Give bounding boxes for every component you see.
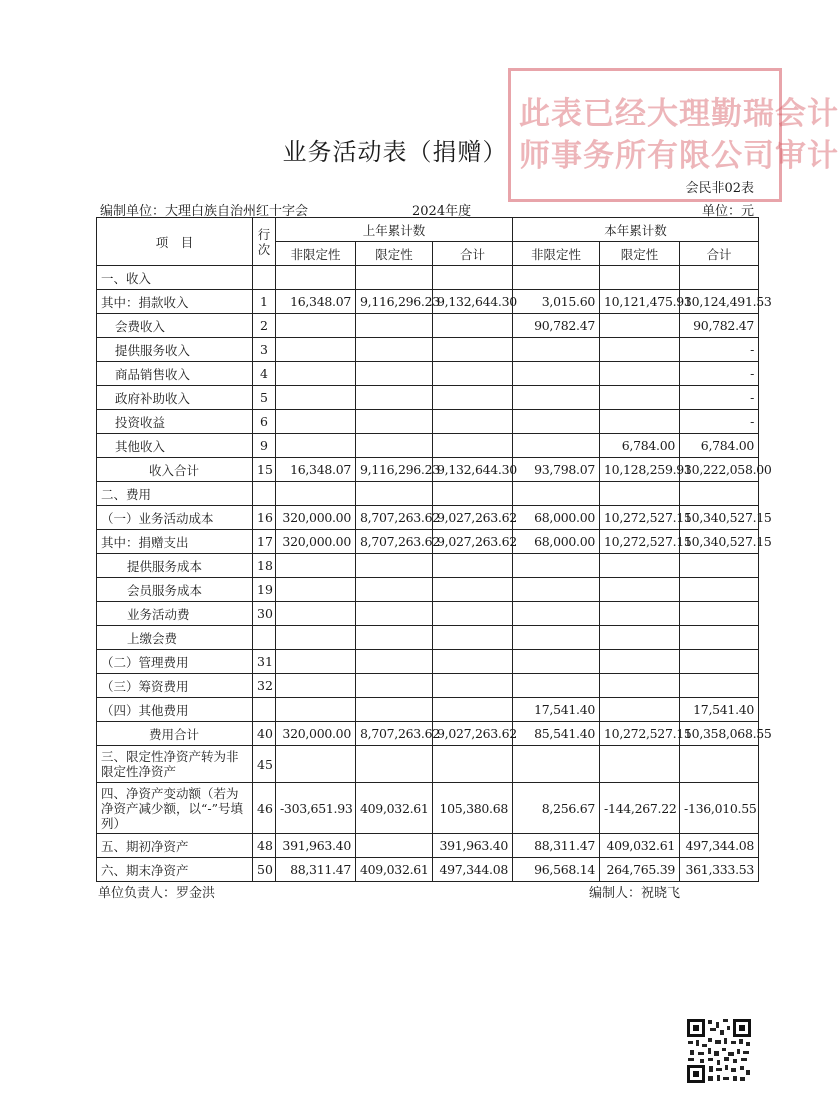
cell-prev-restricted: 9,116,296.23 [356,458,433,482]
cell-prev-total: 9,027,263.62 [433,506,513,530]
row-item-label: （四）其他费用 [97,698,253,722]
header-curr-year: 本年累计数 [513,218,759,242]
cell-prev-unrestricted [276,338,356,362]
table-row [97,746,759,783]
cell-prev-unrestricted [276,578,356,602]
cell-prev-restricted [356,362,433,386]
cell-prev-total [433,626,513,650]
table-row [97,458,759,482]
row-item-label: 五、期初净资产 [97,834,253,858]
cell-curr-unrestricted [513,626,600,650]
table-row [97,338,759,362]
cell-curr-unrestricted [513,746,600,783]
row-line-number: 16 [253,506,276,530]
cell-prev-restricted [356,410,433,434]
cell-prev-restricted [356,626,433,650]
cell-prev-unrestricted [276,434,356,458]
header-prev-restricted: 限定性 [356,242,433,266]
cell-curr-unrestricted [513,362,600,386]
form-number: 会民非02表 [685,181,754,196]
table-row [97,290,759,314]
cell-prev-unrestricted: -303,651.93 [276,783,356,834]
cell-curr-restricted: 10,272,527.15 [600,530,680,554]
row-line-number: 4 [253,362,276,386]
cell-prev-unrestricted [276,482,356,506]
cell-prev-unrestricted: 320,000.00 [276,530,356,554]
table-row [97,722,759,746]
table-row [97,650,759,674]
header-curr-restricted: 限定性 [600,242,680,266]
table-row [97,674,759,698]
row-item-label: （三）筹资费用 [97,674,253,698]
table-row [97,834,759,858]
cell-curr-restricted [600,314,680,338]
header-prev-total: 合计 [433,242,513,266]
cell-curr-restricted: -144,267.22 [600,783,680,834]
cell-curr-unrestricted: 8,256.67 [513,783,600,834]
row-line-number: 1 [253,290,276,314]
cell-curr-unrestricted [513,410,600,434]
row-line-number: 18 [253,554,276,578]
cell-prev-total [433,266,513,290]
cell-curr-total: 10,124,491.53 [680,290,759,314]
row-line-number: 5 [253,386,276,410]
row-line-number: 46 [253,783,276,834]
row-item-label: （一）业务活动成本 [97,506,253,530]
row-line-number [253,626,276,650]
row-item-label: 其中：捐赠支出 [97,530,253,554]
table-row [97,386,759,410]
cell-prev-restricted [356,338,433,362]
row-item-label: 费用合计 [97,722,253,746]
table-row [97,506,759,530]
cell-prev-unrestricted: 391,963.40 [276,834,356,858]
cell-prev-unrestricted [276,698,356,722]
header-curr-total: 合计 [680,242,759,266]
cell-curr-unrestricted [513,650,600,674]
cell-prev-restricted [356,314,433,338]
row-line-number: 32 [253,674,276,698]
cell-prev-restricted [356,674,433,698]
cell-curr-restricted: 409,032.61 [600,834,680,858]
cell-prev-restricted: 409,032.61 [356,783,433,834]
row-item-label: 会员服务成本 [97,578,253,602]
table-row [97,578,759,602]
cell-prev-total [433,482,513,506]
row-line-number: 6 [253,410,276,434]
cell-prev-unrestricted [276,266,356,290]
cell-curr-restricted [600,266,680,290]
cell-prev-unrestricted [276,650,356,674]
cell-curr-total: - [680,410,759,434]
cell-curr-restricted [600,626,680,650]
cell-prev-restricted [356,602,433,626]
cell-prev-unrestricted [276,554,356,578]
cell-prev-total [433,314,513,338]
row-item-label: 六、期末净资产 [97,858,253,882]
row-line-number: 9 [253,434,276,458]
header-line-no [253,218,276,266]
cell-curr-restricted: 264,765.39 [600,858,680,882]
cell-curr-unrestricted [513,434,600,458]
cell-prev-total [433,578,513,602]
header-prev-unrestricted: 非限定性 [276,242,356,266]
cell-prev-restricted [356,434,433,458]
cell-curr-total: 10,340,527.15 [680,506,759,530]
currency-unit: 单位：元 [701,204,754,219]
cell-prev-restricted [356,746,433,783]
table-row [97,626,759,650]
cell-prev-total [433,338,513,362]
cell-curr-total [680,482,759,506]
row-line-number: 45 [253,746,276,783]
cell-curr-total: 90,782.47 [680,314,759,338]
activity-statement-table [96,217,772,882]
row-item-label: 二、费用 [97,482,253,506]
cell-curr-unrestricted [513,578,600,602]
cell-prev-restricted [356,386,433,410]
cell-curr-restricted [600,674,680,698]
row-line-number [253,698,276,722]
cell-curr-restricted [600,386,680,410]
cell-prev-total [433,602,513,626]
cell-prev-restricted: 8,707,263.62 [356,506,433,530]
row-item-label: 提供服务成本 [97,554,253,578]
cell-curr-total: 497,344.08 [680,834,759,858]
cell-prev-total: 9,027,263.62 [433,722,513,746]
row-line-number: 30 [253,602,276,626]
table-row [97,482,759,506]
cell-prev-restricted: 8,707,263.62 [356,530,433,554]
cell-prev-restricted [356,834,433,858]
cell-prev-restricted [356,266,433,290]
cell-curr-total [680,626,759,650]
row-item-label: （二）管理费用 [97,650,253,674]
preparer: 编制人：祝晓飞 [588,886,680,901]
cell-curr-restricted: 10,128,259.93 [600,458,680,482]
row-item-label: 其他收入 [97,434,253,458]
cell-curr-total: - [680,386,759,410]
cell-curr-restricted [600,602,680,626]
row-line-number: 3 [253,338,276,362]
cell-prev-restricted: 9,116,296.23 [356,290,433,314]
table-row [97,266,759,290]
cell-prev-total [433,554,513,578]
cell-curr-unrestricted [513,338,600,362]
cell-prev-total: 9,132,644.30 [433,290,513,314]
qr-code-icon [686,1018,752,1084]
cell-curr-restricted [600,698,680,722]
cell-prev-total: 9,027,263.62 [433,530,513,554]
cell-prev-total: 105,380.68 [433,783,513,834]
cell-curr-total: -136,010.55 [680,783,759,834]
cell-curr-total: 17,541.40 [680,698,759,722]
cell-prev-unrestricted [276,386,356,410]
cell-prev-unrestricted [276,314,356,338]
cell-prev-total [433,434,513,458]
header-prev-year: 上年累计数 [276,218,513,242]
row-item-label: 提供服务收入 [97,338,253,362]
cell-curr-total: 6,784.00 [680,434,759,458]
cell-prev-total [433,362,513,386]
cell-curr-total: 10,340,527.15 [680,530,759,554]
cell-prev-unrestricted: 320,000.00 [276,506,356,530]
table-row [97,434,759,458]
cell-prev-total: 9,132,644.30 [433,458,513,482]
row-line-number: 31 [253,650,276,674]
cell-curr-unrestricted: 68,000.00 [513,530,600,554]
cell-curr-unrestricted [513,674,600,698]
cell-prev-unrestricted: 16,348.07 [276,290,356,314]
row-item-label: 政府补助收入 [97,386,253,410]
table-row [97,783,759,834]
header-item: 项 目 [97,218,253,266]
cell-curr-unrestricted: 90,782.47 [513,314,600,338]
cell-curr-restricted: 10,272,527.15 [600,722,680,746]
cell-curr-restricted: 10,272,527.15 [600,506,680,530]
cell-curr-restricted [600,338,680,362]
cell-curr-total [680,554,759,578]
cell-curr-total: - [680,338,759,362]
row-item-label: 业务活动费 [97,602,253,626]
cell-prev-total [433,746,513,783]
cell-prev-total [433,698,513,722]
header-curr-unrestricted: 非限定性 [513,242,600,266]
cell-curr-unrestricted [513,554,600,578]
table-body [97,266,772,882]
cell-curr-total [680,674,759,698]
table-row [97,362,759,386]
cell-curr-restricted [600,410,680,434]
row-line-number: 40 [253,722,276,746]
organization-label: 编制单位：大理白族自治州红十字会 [100,204,309,219]
cell-prev-unrestricted [276,602,356,626]
cell-prev-unrestricted [276,746,356,783]
table-row [97,698,759,722]
table-row [97,530,759,554]
row-line-number: 48 [253,834,276,858]
cell-curr-total: 361,333.53 [680,858,759,882]
cell-curr-restricted [600,650,680,674]
row-item-label: 投资收益 [97,410,253,434]
cell-curr-unrestricted: 96,568.14 [513,858,600,882]
table-row [97,410,759,434]
row-item-label: 上缴会费 [97,626,253,650]
cell-prev-unrestricted [276,362,356,386]
cell-curr-unrestricted: 93,798.07 [513,458,600,482]
cell-curr-unrestricted [513,386,600,410]
row-line-number [253,266,276,290]
cell-prev-restricted [356,698,433,722]
cell-curr-restricted [600,362,680,386]
cell-prev-total [433,650,513,674]
row-line-number: 19 [253,578,276,602]
cell-curr-total: 10,358,068.55 [680,722,759,746]
row-line-number: 2 [253,314,276,338]
stamp-line-1: 此表已经大理勤瑞会计 [519,96,839,132]
row-item-label: 三、限定性净资产转为非限定性净资产 [97,746,253,783]
cell-prev-unrestricted: 88,311.47 [276,858,356,882]
cell-curr-unrestricted: 85,541.40 [513,722,600,746]
cell-curr-restricted: 10,121,475.93 [600,290,680,314]
cell-prev-unrestricted [276,626,356,650]
cell-curr-total [680,746,759,783]
table-row [97,602,759,626]
stamp-line-2: 师事务所有限公司审计 [519,138,839,174]
table-row [97,314,759,338]
row-item-label: 收入合计 [97,458,253,482]
cell-curr-unrestricted: 88,311.47 [513,834,600,858]
cell-curr-unrestricted: 3,015.60 [513,290,600,314]
cell-curr-total [680,578,759,602]
cell-prev-restricted [356,482,433,506]
cell-curr-unrestricted [513,602,600,626]
cell-curr-total: 10,222,058.00 [680,458,759,482]
cell-prev-total [433,386,513,410]
row-line-number: 50 [253,858,276,882]
cell-prev-total [433,674,513,698]
cell-prev-unrestricted: 320,000.00 [276,722,356,746]
cell-curr-total [680,650,759,674]
cell-curr-total [680,602,759,626]
cell-prev-restricted [356,650,433,674]
cell-prev-restricted: 8,707,263.62 [356,722,433,746]
row-line-number [253,482,276,506]
page-title: 业务活动表（捐赠） [282,138,508,166]
cell-curr-unrestricted: 17,541.40 [513,698,600,722]
cell-prev-restricted [356,578,433,602]
cell-prev-total: 497,344.08 [433,858,513,882]
cell-prev-total [433,410,513,434]
cell-curr-restricted [600,482,680,506]
row-item-label: 会费收入 [97,314,253,338]
cell-curr-unrestricted: 68,000.00 [513,506,600,530]
cell-curr-total [680,266,759,290]
cell-prev-restricted [356,554,433,578]
responsible-person: 单位负责人：罗金洪 [98,886,216,901]
row-item-label: 一、收入 [97,266,253,290]
cell-prev-total: 391,963.40 [433,834,513,858]
cell-curr-restricted [600,554,680,578]
cell-prev-restricted: 409,032.61 [356,858,433,882]
cell-curr-restricted [600,746,680,783]
cell-curr-restricted: 6,784.00 [600,434,680,458]
header-line-no-text: 行次 [257,226,271,257]
table-row [97,554,759,578]
cell-prev-unrestricted: 16,348.07 [276,458,356,482]
cell-curr-unrestricted [513,482,600,506]
cell-curr-total: - [680,362,759,386]
row-item-label: 四、净资产变动额（若为净资产减少额，以“-”号填列） [97,783,253,834]
row-line-number: 15 [253,458,276,482]
row-line-number: 17 [253,530,276,554]
cell-curr-unrestricted [513,266,600,290]
cell-prev-unrestricted [276,410,356,434]
row-item-label: 其中：捐款收入 [97,290,253,314]
cell-curr-restricted [600,578,680,602]
table-row [97,858,759,882]
row-item-label: 商品销售收入 [97,362,253,386]
cell-prev-unrestricted [276,674,356,698]
fiscal-year: 2024年度 [412,204,472,219]
